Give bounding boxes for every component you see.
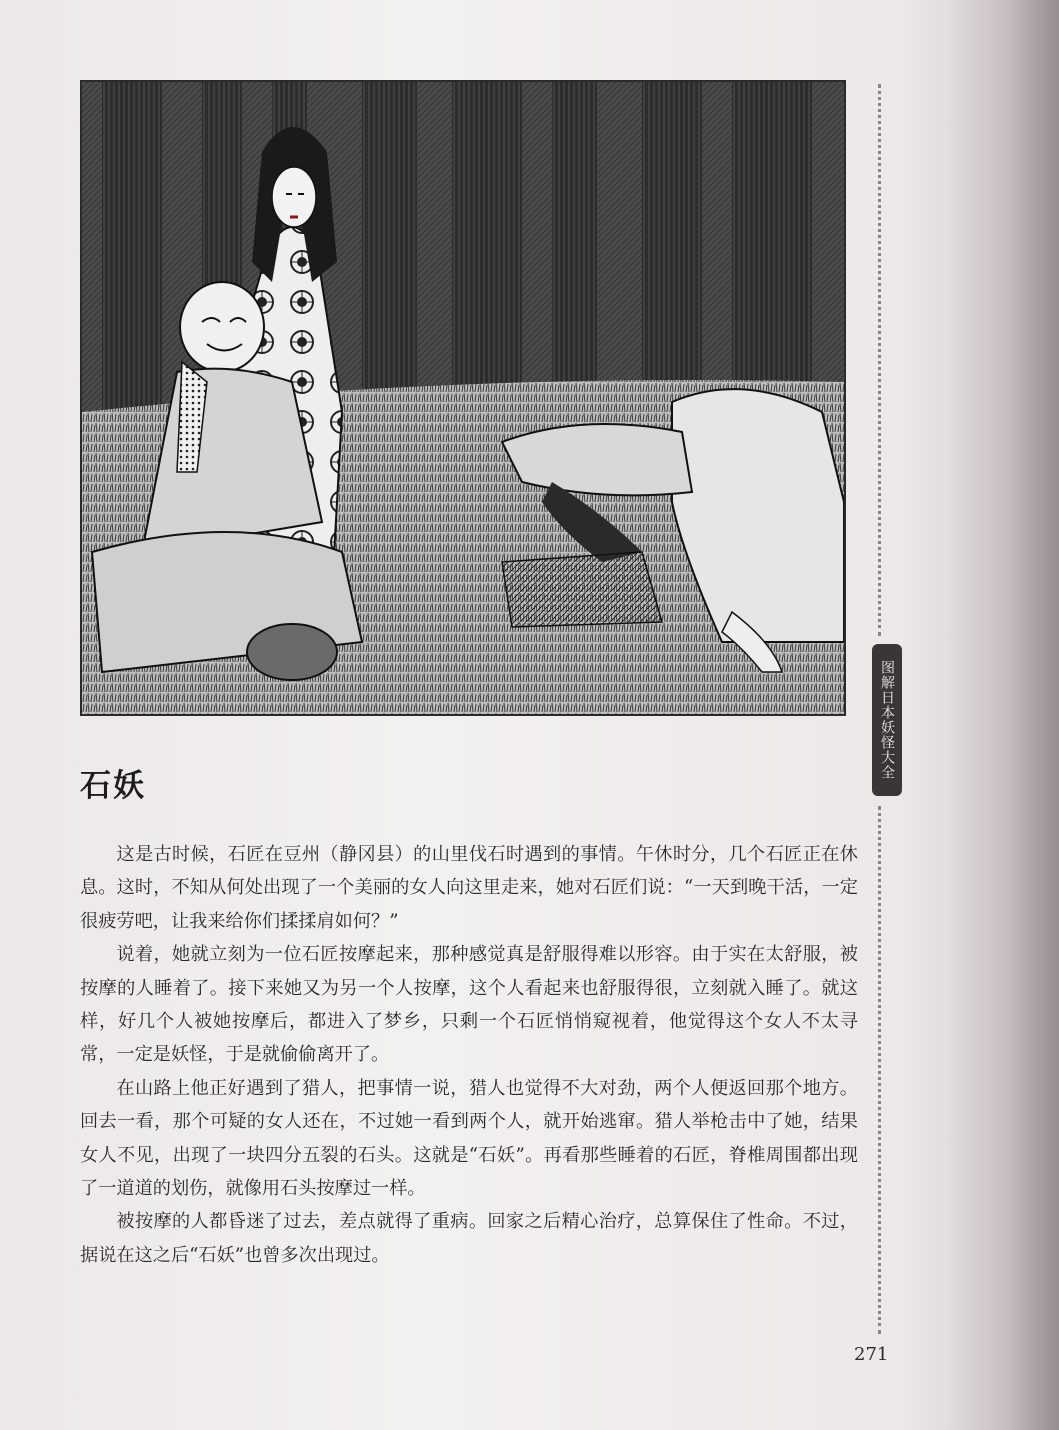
dotted-rule-top bbox=[878, 84, 881, 636]
dotted-rule-bottom bbox=[878, 806, 881, 1334]
spine-shadow bbox=[949, 0, 1059, 1430]
section-tab-label: 图解日本妖怪大全 bbox=[879, 660, 895, 780]
page-number: 271 bbox=[854, 1344, 889, 1365]
section-tab bbox=[872, 644, 902, 796]
paragraph: 说着，她就立刻为一位石匠按摩起来，那种感觉真是舒服得难以形容。由于实在太舒服，被按摩的人睡着了。接下来她又为另一个人按摩，这个人看起来也舒服得很，立刻就入睡了。就这样，好几个人被她按摩后，都进入了梦乡，只剩一个石匠悄悄窥视着，他觉得这个女人不太寻常，一定是妖怪，于是就偷偷离开了。 bbox=[80, 944, 858, 1066]
paragraph: 被按摩的人都昏迷了过去，差点就得了重病。回家之后精心治疗，总算保住了性命。不过，据说在这之后“石妖”也曾多次出现过。 bbox=[80, 1211, 858, 1266]
ishi-yokai-illustration bbox=[80, 80, 846, 716]
paragraph: 这是古时候，石匠在豆州（静冈县）的山里伐石时遇到的事情。午休时分，几个石匠正在休息。这时，不知从何处出现了一个美丽的女人向这里走来，她对石匠们说：“一天到晚干活，一定很疲劳吧，让我来给你们揉揉肩如何？” bbox=[80, 844, 858, 932]
article-title: 石妖 bbox=[80, 768, 146, 804]
article-body bbox=[80, 838, 858, 1272]
paragraph: 在山路上他正好遇到了猎人，把事情一说，猎人也觉得不大对劲，两个人便返回那个地方。回去一看，那个可疑的女人还在，不过她一看到两个人，就开始逃窜。猎人举枪击中了她，结果女人不见，出现了一块四分五裂的石头。这就是“石妖”。再看那些睡着的石匠，脊椎周围都出现了一道道的划伤，就像用石头按摩过一样。 bbox=[80, 1077, 858, 1200]
